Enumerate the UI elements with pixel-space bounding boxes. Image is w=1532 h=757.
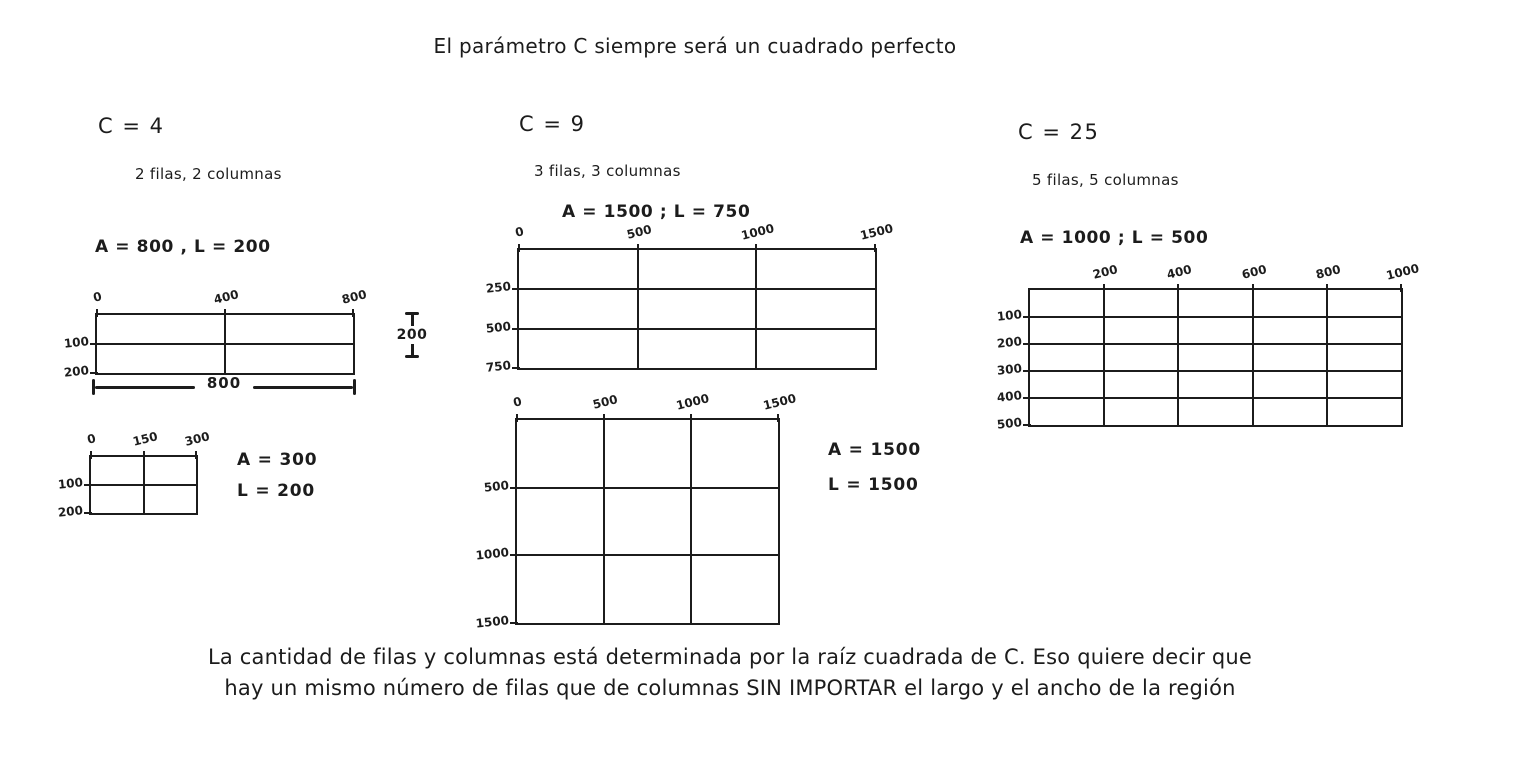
x-axis-tick	[195, 451, 197, 459]
footer-line-2: hay un mismo número de filas que de columnas SIN IMPORTAR el largo y el ancho de la región	[224, 676, 1236, 700]
y-axis-label: 250	[485, 279, 512, 297]
y-axis-tick	[510, 622, 518, 624]
footer-explanation	[130, 642, 1330, 704]
x-axis-label: 1000	[1384, 261, 1421, 283]
y-axis-label: 100	[63, 334, 90, 351]
grid-figure-c25	[996, 261, 1421, 432]
y-axis-tick	[84, 484, 92, 486]
c9-square-length-note: L = 1500	[828, 475, 919, 495]
grid-figure-c4-main	[63, 287, 369, 380]
y-axis-tick	[1023, 343, 1031, 345]
section-c4-heading: C = 4	[98, 114, 165, 138]
x-axis-label: 1000	[740, 221, 776, 243]
x-axis-tick	[755, 244, 757, 252]
page-title: El parámetro C siempre será un cuadrado perfecto	[433, 34, 957, 58]
x-axis-label: 300	[183, 429, 212, 449]
grid-figure-c4-small	[57, 429, 212, 520]
y-axis-label: 200	[63, 363, 90, 380]
width-dimension-value: 800	[206, 374, 242, 392]
grid-column-line	[637, 250, 639, 368]
x-axis-label: 200	[1091, 262, 1120, 282]
grid-column-line	[755, 250, 757, 368]
x-axis-tick	[874, 244, 876, 252]
grid-column-line	[603, 420, 605, 623]
y-axis-tick	[512, 328, 520, 330]
x-axis-label: 600	[1239, 262, 1268, 282]
x-axis-label: 0	[91, 289, 104, 305]
x-axis-tick	[603, 414, 605, 422]
x-axis-label: 0	[511, 394, 524, 410]
x-axis-label: 500	[625, 222, 653, 242]
x-axis-tick	[96, 309, 98, 317]
dimension-stem	[411, 344, 414, 355]
grid-column-line	[1252, 290, 1254, 425]
section-c25-params: A = 1000 ; L = 500	[1020, 228, 1209, 248]
x-axis-tick	[637, 244, 639, 252]
x-axis-tick	[143, 451, 145, 459]
y-axis-tick	[512, 367, 520, 369]
grid-column-line	[1177, 290, 1179, 425]
x-axis-tick	[1252, 284, 1254, 292]
y-axis-label: 500	[483, 477, 510, 495]
grid-row-line	[1030, 397, 1401, 399]
y-axis-tick	[510, 554, 518, 556]
x-axis-tick	[224, 309, 226, 317]
grid-row-line	[517, 554, 778, 556]
y-axis-label: 1000	[474, 545, 510, 563]
height-dimension	[392, 312, 432, 376]
y-axis-label: 300	[996, 361, 1023, 378]
section-c4-params: A = 800 , L = 200	[95, 237, 271, 257]
y-axis-label: 1500	[474, 613, 510, 631]
y-axis-tick	[1023, 370, 1031, 372]
x-axis-label: 400	[212, 287, 241, 307]
y-axis-label: 400	[996, 388, 1023, 405]
x-axis-tick	[690, 414, 692, 422]
height-dimension-value: 200	[396, 327, 428, 343]
y-axis-tick	[510, 487, 518, 489]
y-axis-label: 100	[996, 307, 1023, 324]
x-axis-label: 1500	[858, 221, 895, 243]
y-axis-tick	[1023, 316, 1031, 318]
footer-line-1: La cantidad de filas y columnas está determinada por la raíz cuadrada de C. Eso quiere decir que	[207, 645, 1253, 669]
x-axis-label: 500	[591, 392, 620, 412]
c9-square-area-note: A = 1500	[828, 440, 921, 460]
y-axis-tick	[84, 512, 92, 514]
x-axis-tick	[1177, 284, 1179, 292]
section-c9-params: A = 1500 ; L = 750	[562, 202, 751, 222]
grid-row-line	[519, 328, 875, 330]
grid-column-line	[1103, 290, 1105, 425]
x-axis-label: 800	[1314, 262, 1342, 282]
y-axis-label: 750	[485, 358, 512, 375]
width-dimension	[92, 374, 356, 396]
dimension-line	[95, 386, 195, 389]
c4-small-area-note: A = 300	[237, 450, 318, 470]
y-axis-label: 200	[996, 334, 1023, 351]
y-axis-tick	[90, 372, 98, 374]
grid-column-line	[1326, 290, 1328, 425]
dimension-stem	[411, 315, 414, 326]
grid-figure-c9-wide	[485, 221, 895, 375]
y-axis-tick	[512, 288, 520, 290]
c4-small-length-note: L = 200	[237, 481, 315, 501]
grid-figure-c9-square	[474, 391, 798, 631]
grid-row-line	[1030, 343, 1401, 345]
x-axis-tick	[516, 414, 518, 422]
grid-row-line	[519, 288, 875, 290]
section-c9-subheading: 3 filas, 3 columnas	[534, 162, 681, 180]
section-c9-heading: C = 9	[519, 112, 586, 136]
y-axis-label: 500	[485, 318, 512, 336]
y-axis-label: 100	[57, 475, 84, 492]
dimension-cap	[353, 379, 356, 395]
grid-row-line	[91, 484, 196, 486]
y-axis-tick	[1023, 424, 1031, 426]
y-axis-label: 500	[996, 415, 1023, 432]
section-c4-subheading: 2 filas, 2 columnas	[135, 165, 282, 183]
x-axis-label: 0	[85, 431, 98, 447]
x-axis-label: 800	[340, 287, 369, 307]
dimension-line	[253, 386, 353, 389]
section-c25-heading: C = 25	[1018, 120, 1100, 144]
x-axis-label: 0	[513, 224, 526, 240]
y-axis-label: 200	[57, 503, 84, 520]
x-axis-tick	[352, 309, 354, 317]
y-axis-tick	[90, 343, 98, 345]
dimension-cap	[405, 355, 419, 358]
x-axis-label: 150	[130, 429, 159, 449]
section-c25-subheading: 5 filas, 5 columnas	[1032, 171, 1179, 189]
x-axis-label: 400	[1165, 262, 1194, 282]
x-axis-label: 1000	[674, 391, 711, 413]
x-axis-tick	[518, 244, 520, 252]
grid-column-line	[690, 420, 692, 623]
grid-row-line	[1030, 316, 1401, 318]
x-axis-label: 1500	[761, 391, 798, 413]
grid-row-line	[97, 343, 353, 345]
x-axis-tick	[1103, 284, 1105, 292]
x-axis-tick	[777, 414, 779, 422]
grid-row-line	[1030, 370, 1401, 372]
x-axis-tick	[1326, 284, 1328, 292]
y-axis-tick	[1023, 397, 1031, 399]
grid-row-line	[517, 487, 778, 489]
x-axis-tick	[90, 451, 92, 459]
x-axis-tick	[1400, 284, 1402, 292]
